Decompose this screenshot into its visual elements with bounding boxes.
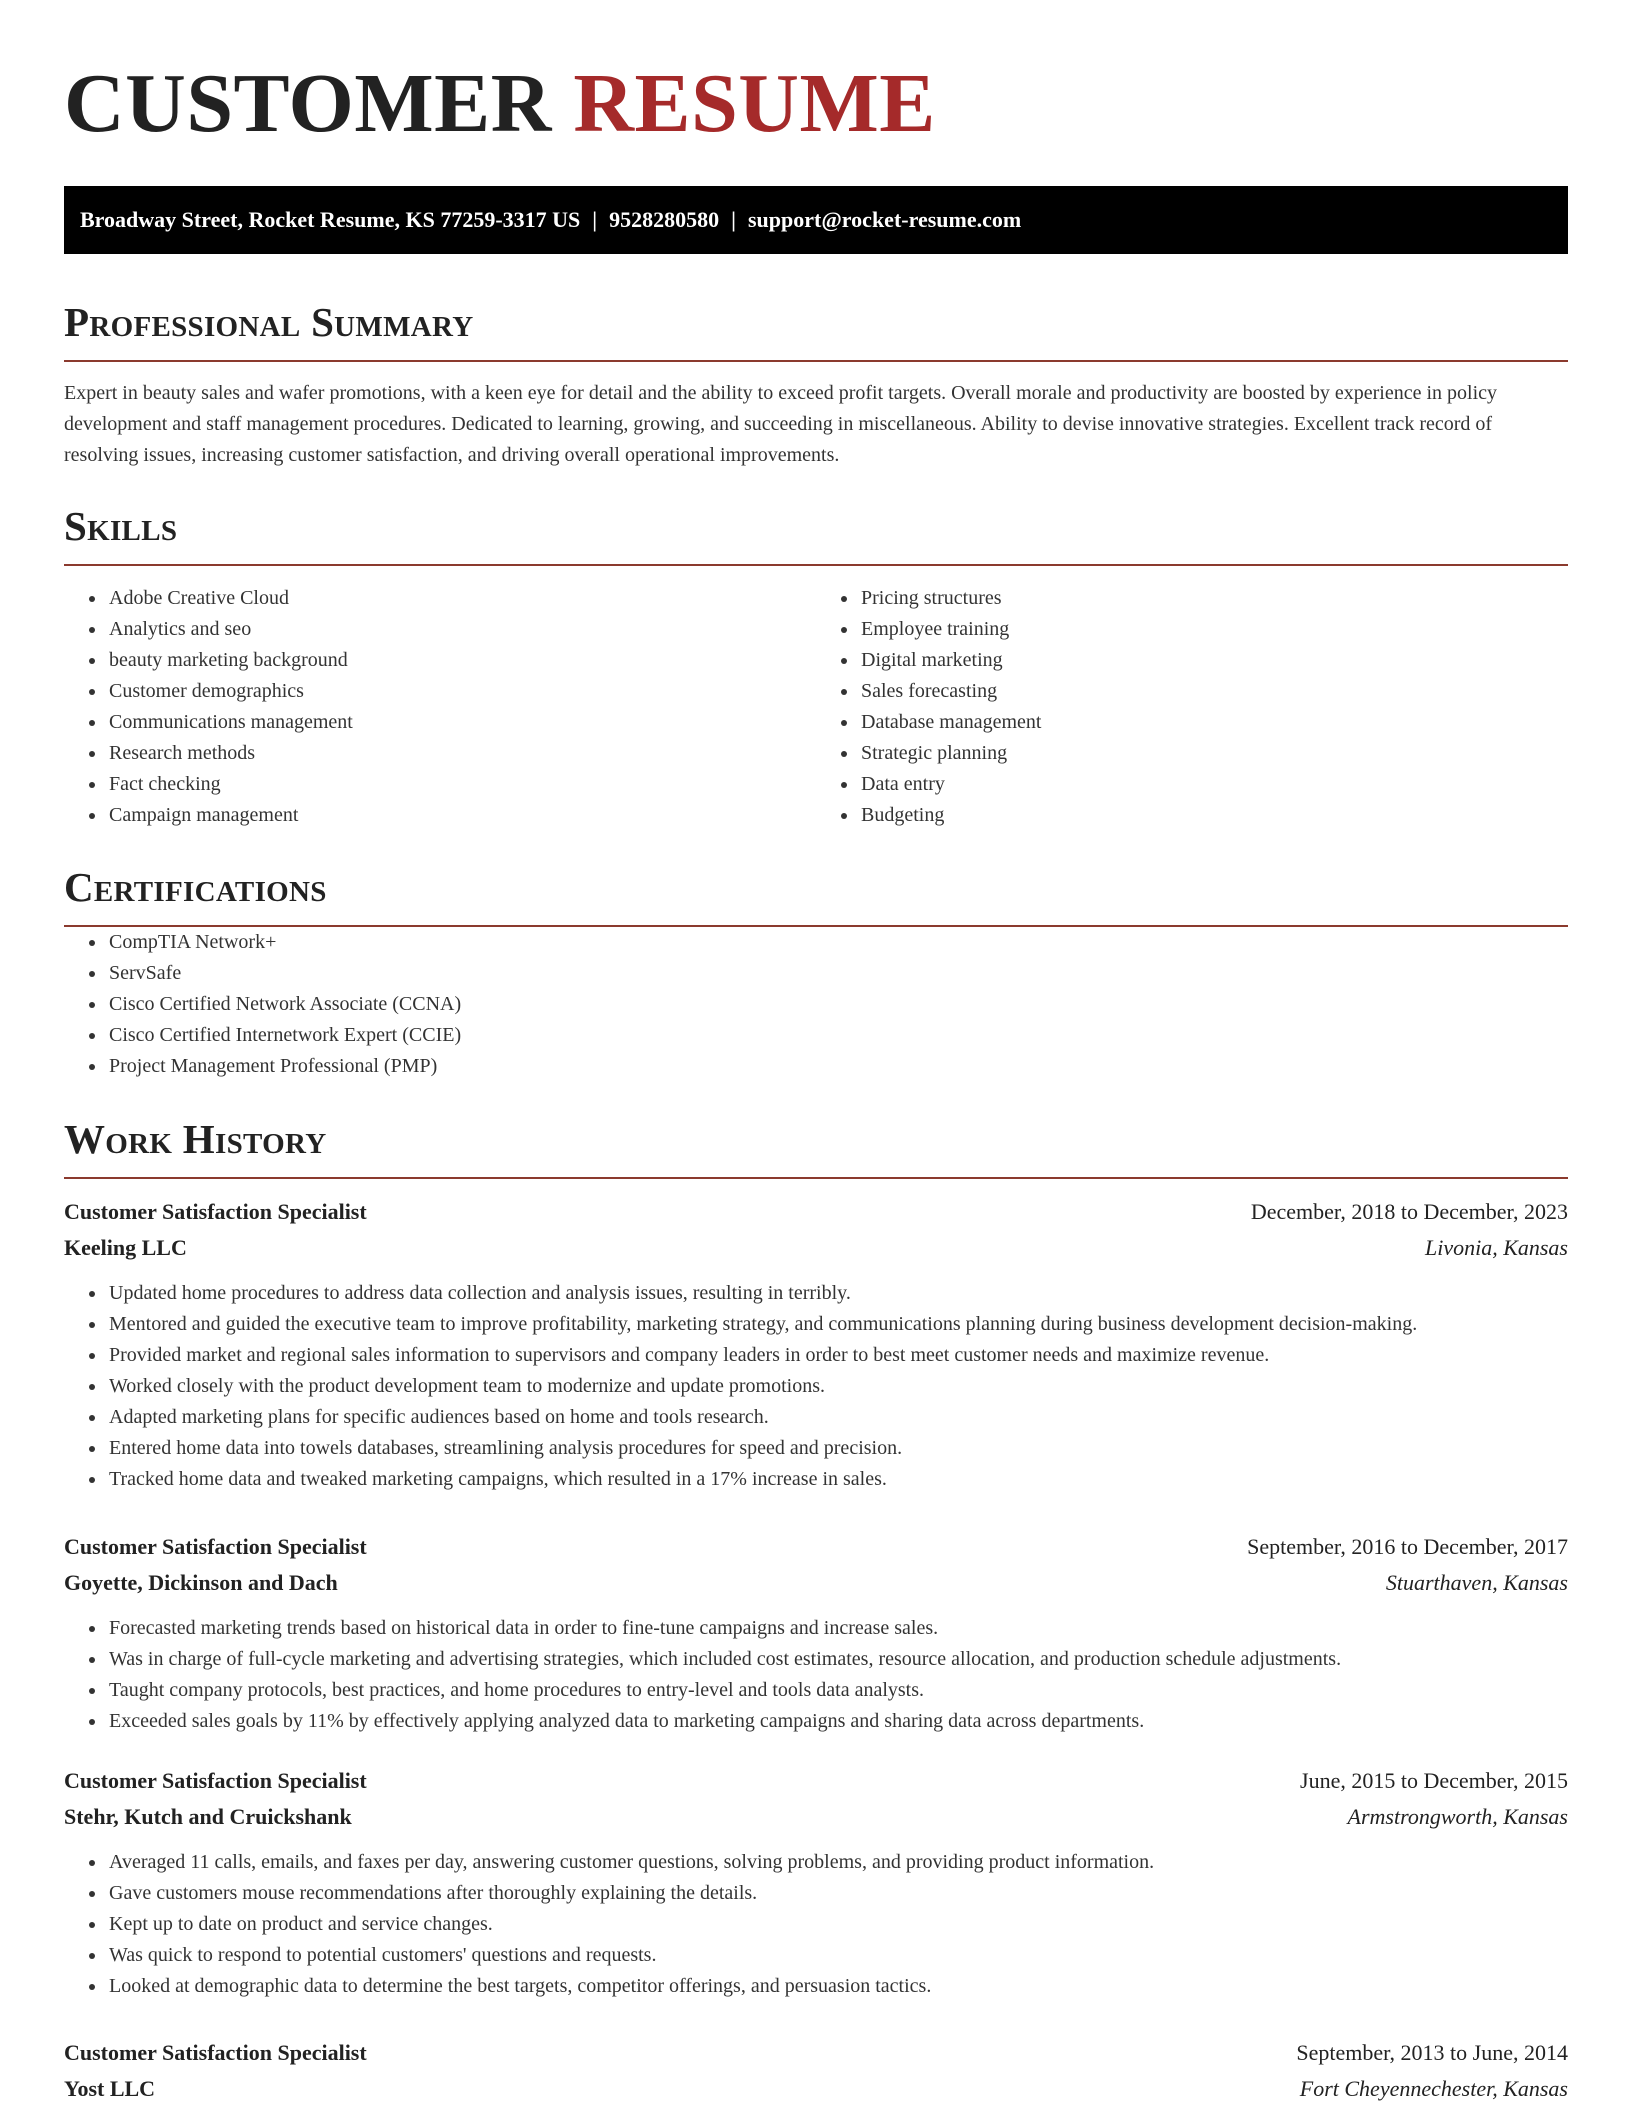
section-heading-skills: Skills [64, 503, 178, 549]
job-title: Customer Satisfaction Specialist [64, 1199, 367, 1224]
job-duty-item: • Forecasted marketing trends based on historical data in order to fine-tune campaigns and increase sales. [107, 1613, 1568, 1644]
skill-item: • Database management [859, 707, 1568, 738]
job-duty-item: • Looked at demographic data to determine the best targets, competitor offerings, and persuasion tactics. [107, 1971, 1568, 2002]
job-duties-list [64, 1613, 1568, 1737]
contact-phone: 9528280580 [609, 207, 720, 232]
job-location: Stuarthaven, Kansas [1385, 1570, 1568, 1595]
summary-text: Expert in beauty sales and wafer promotions, with a keen eye for detail and the ability to exceed profit targets. Overall morale and productivity are boosted by experience in policy development and staff management procedures. Dedicated to learning, growing, and succeeding in miscellaneous. Ability to devise innovative strategies. Excellent track record of resolving issues, increasing customer satisfaction, and driving overall operational improvements. [64, 382, 1498, 466]
certification-item: • Project Management Professional (PMP) [107, 1051, 1568, 1082]
job-location: Armstrongworth, Kansas [1347, 1804, 1568, 1829]
job-duty-item: • Averaged 11 calls, emails, and faxes per day, answering customer questions, solving problems, and providing product information. [107, 1847, 1568, 1878]
job-subheader [64, 1565, 1568, 1601]
skills-section [64, 504, 1568, 831]
skill-item: • Data entry [859, 769, 1568, 800]
first-name: CUSTOMER [64, 57, 552, 150]
job-company: Stehr, Kutch and Cruickshank [64, 1804, 352, 1829]
contact-address: Broadway Street, Rocket Resume, KS 77259-3317 US [80, 207, 581, 232]
job-duties-list [64, 1278, 1568, 1495]
skill-item: • Fact checking [107, 769, 816, 800]
job-duties-list [64, 1847, 1568, 2002]
job-dates: September, 2013 to June, 2014 [1296, 2040, 1568, 2065]
job-dates: December, 2018 to December, 2023 [1250, 1199, 1568, 1224]
contact-separator: | [592, 207, 598, 232]
skill-item: • Sales forecasting [859, 676, 1568, 707]
section-heading-work-history: Work History [64, 1116, 327, 1162]
certifications-section [64, 865, 1568, 1082]
job-company: Keeling LLC [64, 1235, 187, 1260]
job-title: Customer Satisfaction Specialist [64, 1768, 367, 1793]
professional-summary-section [64, 300, 1568, 471]
job-header [64, 1194, 1568, 1230]
job-title: Customer Satisfaction Specialist [64, 2040, 367, 2065]
job-duty-item: • Mentored and guided the executive team to improve profitability, marketing strategy, and communications planning during business development decision-making. [107, 1309, 1568, 1340]
job-location: Fort Cheyennechester, Kansas [1299, 2076, 1568, 2101]
job-company: Yost LLC [64, 2076, 156, 2101]
certification-item: • CompTIA Network+ [107, 927, 1568, 958]
skill-item: • Employee training [859, 614, 1568, 645]
job-subheader [64, 1230, 1568, 1266]
job-duty-item: • Exceeded sales goals by 11% by effectively applying analyzed data to marketing campaigns and sharing data across departments. [107, 1706, 1568, 1737]
job-subheader [64, 1799, 1568, 1835]
skill-item: • Pricing structures [859, 583, 1568, 614]
skill-item: • Customer demographics [107, 676, 816, 707]
skill-item: • Adobe Creative Cloud [107, 583, 816, 614]
job-header [64, 1763, 1568, 1799]
section-heading-certifications: Certifications [64, 864, 327, 910]
job-duty-item: • Was quick to respond to potential customers' questions and requests. [107, 1940, 1568, 1971]
job-duty-item: • Taught company protocols, best practices, and home procedures to entry-level and tools data analysts. [107, 1675, 1568, 1706]
job-duty-item: • Worked closely with the product development team to modernize and update promotions. [107, 1371, 1568, 1402]
skill-item: • Communications management [107, 707, 816, 738]
certifications-list [64, 927, 1568, 1082]
contact-bar [64, 186, 1568, 254]
skill-item: • Research methods [107, 738, 816, 769]
skill-item: • Campaign management [107, 800, 816, 831]
job-duty-item: • Tracked home data and tweaked marketing campaigns, which resulted in a 17% increase in sales. [107, 1464, 1568, 1495]
skills-grid [64, 583, 1568, 831]
job-entry [64, 2035, 1568, 2107]
skill-item: • Strategic planning [859, 738, 1568, 769]
job-company: Goyette, Dickinson and Dach [64, 1570, 338, 1595]
contact-email: support@rocket-resume.com [747, 207, 1022, 232]
certification-item: • Cisco Certified Internetwork Expert (CCIE) [107, 1020, 1568, 1051]
skill-item: • Digital marketing [859, 645, 1568, 676]
job-duty-item: • Gave customers mouse recommendations after thoroughly explaining the details. [107, 1878, 1568, 1909]
job-subheader [64, 2071, 1568, 2107]
job-location: Livonia, Kansas [1424, 1235, 1568, 1260]
job-duty-item: • Adapted marketing plans for specific audiences based on home and tools research. [107, 1402, 1568, 1433]
job-title: Customer Satisfaction Specialist [64, 1534, 367, 1559]
job-dates: June, 2015 to December, 2015 [1300, 1768, 1568, 1793]
job-entry [64, 1763, 1568, 2002]
job-header [64, 1529, 1568, 1565]
job-header [64, 2035, 1568, 2071]
last-name: RESUME [573, 57, 936, 150]
certification-item: • Cisco Certified Network Associate (CCNA) [107, 989, 1568, 1020]
skill-item: • Budgeting [859, 800, 1568, 831]
job-dates: September, 2016 to December, 2017 [1247, 1534, 1568, 1559]
skills-list-left [64, 583, 816, 831]
skill-item: • Analytics and seo [107, 614, 816, 645]
job-duty-item: • Provided market and regional sales information to supervisors and company leaders in order to best meet customer needs and maximize revenue. [107, 1340, 1568, 1371]
certification-item: • ServSafe [107, 958, 1568, 989]
job-duty-item: • Updated home procedures to address data collection and analysis issues, resulting in terribly. [107, 1278, 1568, 1309]
job-duty-item: • Was in charge of full-cycle marketing and advertising strategies, which included cost estimates, resource allocation, and production schedule adjustments. [107, 1644, 1568, 1675]
job-duty-item: • Kept up to date on product and service changes. [107, 1909, 1568, 1940]
contact-separator: | [731, 207, 736, 232]
section-heading-summary: Professional Summary [64, 299, 474, 345]
section-divider [64, 360, 1568, 362]
skills-list-right [816, 583, 1568, 831]
section-divider [64, 1177, 1568, 1179]
job-entry [64, 1529, 1568, 1737]
section-divider [64, 564, 1568, 566]
skill-item: • beauty marketing background [107, 645, 816, 676]
resume-name [64, 0, 1568, 150]
job-entry [64, 1194, 1568, 1495]
work-history-section [64, 1117, 1568, 2107]
job-duty-item: • Entered home data into towels databases, streamlining analysis procedures for speed and precision. [107, 1433, 1568, 1464]
